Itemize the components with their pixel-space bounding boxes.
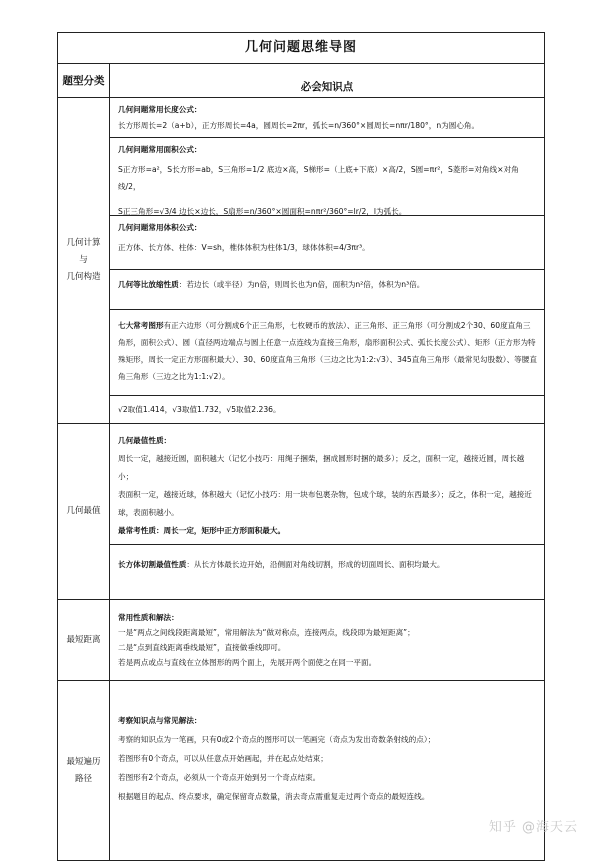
cuboid-cut-block bbox=[110, 544, 544, 599]
shortest-block bbox=[110, 600, 544, 680]
extreme-line-2: 表面积一定，越接近球，体积越大（记忆小技巧：用一块布包裹杂物，包成个球，装的东西最多）；反之，体积一定，越接近球，表面积越小。 bbox=[118, 490, 532, 517]
area-line-1: S正方形=a²，S长方形=ab，S三角形=1/2 底边×高，S梯形=（上底+下底）×高/2，S圆=πr²，S菱形=对角线×对角线/2， bbox=[118, 165, 519, 191]
cuboid-cut-heading: 长方体切割最值性质 bbox=[118, 560, 187, 569]
category-path: 最短遍历 路径 bbox=[58, 681, 110, 861]
path-line-3: 若图形有2个奇点，必须从一个奇点开始到另一个奇点结束。 bbox=[118, 773, 321, 782]
path-line-1: 考察的知识点为一笔画，只有0或2个奇点的图形可以一笔画完（奇点为发出奇数条射线的点）； bbox=[118, 735, 436, 744]
section-calc bbox=[58, 98, 545, 424]
path-heading: 考察知识点与常见解法： bbox=[118, 716, 202, 725]
path-line-2: 若图形有0个奇点，可以从任意点开始画起，并在起点处结束； bbox=[118, 754, 328, 763]
sqrt-approx-text: √2取值1.414，√3取值1.732，√5取值2.236。 bbox=[118, 405, 281, 414]
scale-heading: 几何等比放缩性质 bbox=[118, 280, 179, 289]
length-heading: 几何问题常用长度公式： bbox=[118, 105, 202, 114]
page-title: 几何问题思维导图 bbox=[58, 33, 545, 64]
area-heading: 几何问题常用面积公式： bbox=[118, 145, 202, 154]
length-text: 长方形周长=2（a+b），正方形周长=4a，圆周长=2πr，弧长=n/360°×圆周长=nπr/180°，n为圆心角。 bbox=[118, 121, 480, 130]
length-formula-block bbox=[110, 98, 544, 137]
seven-shapes-block bbox=[110, 309, 544, 395]
zhihu-watermark: 知乎 @海天云 bbox=[488, 820, 578, 835]
section-path bbox=[58, 681, 545, 861]
category-shortest: 最短距离 bbox=[58, 600, 110, 681]
area-formula-block bbox=[110, 137, 544, 215]
volume-heading: 几何问题常用体积公式： bbox=[118, 223, 202, 232]
header-knowledge-column: 必会知识点 bbox=[110, 64, 545, 98]
mind-map-table bbox=[57, 32, 545, 861]
area-line-2: S正三角形=√3/4 边长×边长，S扇形=n/360°×圆面积=nπr²/360°=lr/2，l为弧长。 bbox=[118, 207, 407, 216]
section-shortest bbox=[58, 600, 545, 681]
shortest-line-1: 一是“两点之间线段距离最短”，常用解法为“做对称点，连接两点，线段即为最短距离”； bbox=[118, 628, 415, 637]
shortest-line-3: 若是两点或点与直线在立体图形的两个面上，先展开两个面使之在同一平面。 bbox=[118, 658, 377, 667]
category-extreme: 几何最值 bbox=[58, 424, 110, 600]
shortest-line-2: 二是“点到直线距离垂线最短”，直接做垂线即可。 bbox=[118, 643, 286, 652]
section-extreme bbox=[58, 424, 545, 600]
extreme-line-1: 周长一定，越接近圆，面积越大（记忆小技巧：用绳子捆柴，捆成圆形时捆的最多）；反之，面积一定，越接近圆，周长越小； bbox=[118, 454, 525, 481]
scale-property-block bbox=[110, 269, 544, 309]
category-calc: 几何计算 与 几何构造 bbox=[58, 98, 110, 424]
shortest-heading: 常用性质和解法： bbox=[118, 613, 179, 622]
seven-shapes-text: 有正六边形（可分割成6个正三角形，七枚硬币的放法）、正三角形、正三角形（可分割成2个30、60度直角三角形，面积公式）、圆（直径两边端点与圆上任意一点连线为直接三角形，扇形面积公式、弧长长度公式）、矩形（正方形为特殊矩形，周长一定正方形面积最大）、30、60度直角三角形（三边之比为1:2:√3）、345直角三角形（最常见勾股数）、等腰直角三角形（三边之比为1:1:√2）。 bbox=[118, 321, 537, 381]
extreme-key-property: 最常考性质：周长一定，矩形中正方形面积最大。 bbox=[118, 526, 286, 535]
extreme-heading: 几何最值性质： bbox=[118, 436, 172, 445]
extreme-properties-block bbox=[110, 424, 544, 544]
header-type-column: 题型分类 bbox=[58, 64, 110, 98]
volume-text: 正方体、长方体、柱体：V=sh，椎体体积为柱体1/3，球体体积=4/3πr³。 bbox=[118, 243, 370, 252]
path-line-4: 根据题目的起点、终点要求，确定保留奇点数量，消去奇点需重复走过两个奇点的最短连线。 bbox=[118, 792, 430, 801]
seven-shapes-heading: 七大常考图形 bbox=[118, 321, 164, 330]
cuboid-cut-text: ：从长方体最长边开始，沿侧面对角线切割，形成的切面周长、面积均最大。 bbox=[186, 560, 445, 569]
volume-formula-block bbox=[110, 215, 544, 269]
sqrt-approx-block bbox=[110, 395, 544, 423]
path-block bbox=[110, 681, 544, 860]
scale-text: ：若边长（或半径）为n倍，则周长也为n倍，面积为n²倍，体积为n³倍。 bbox=[178, 280, 425, 289]
